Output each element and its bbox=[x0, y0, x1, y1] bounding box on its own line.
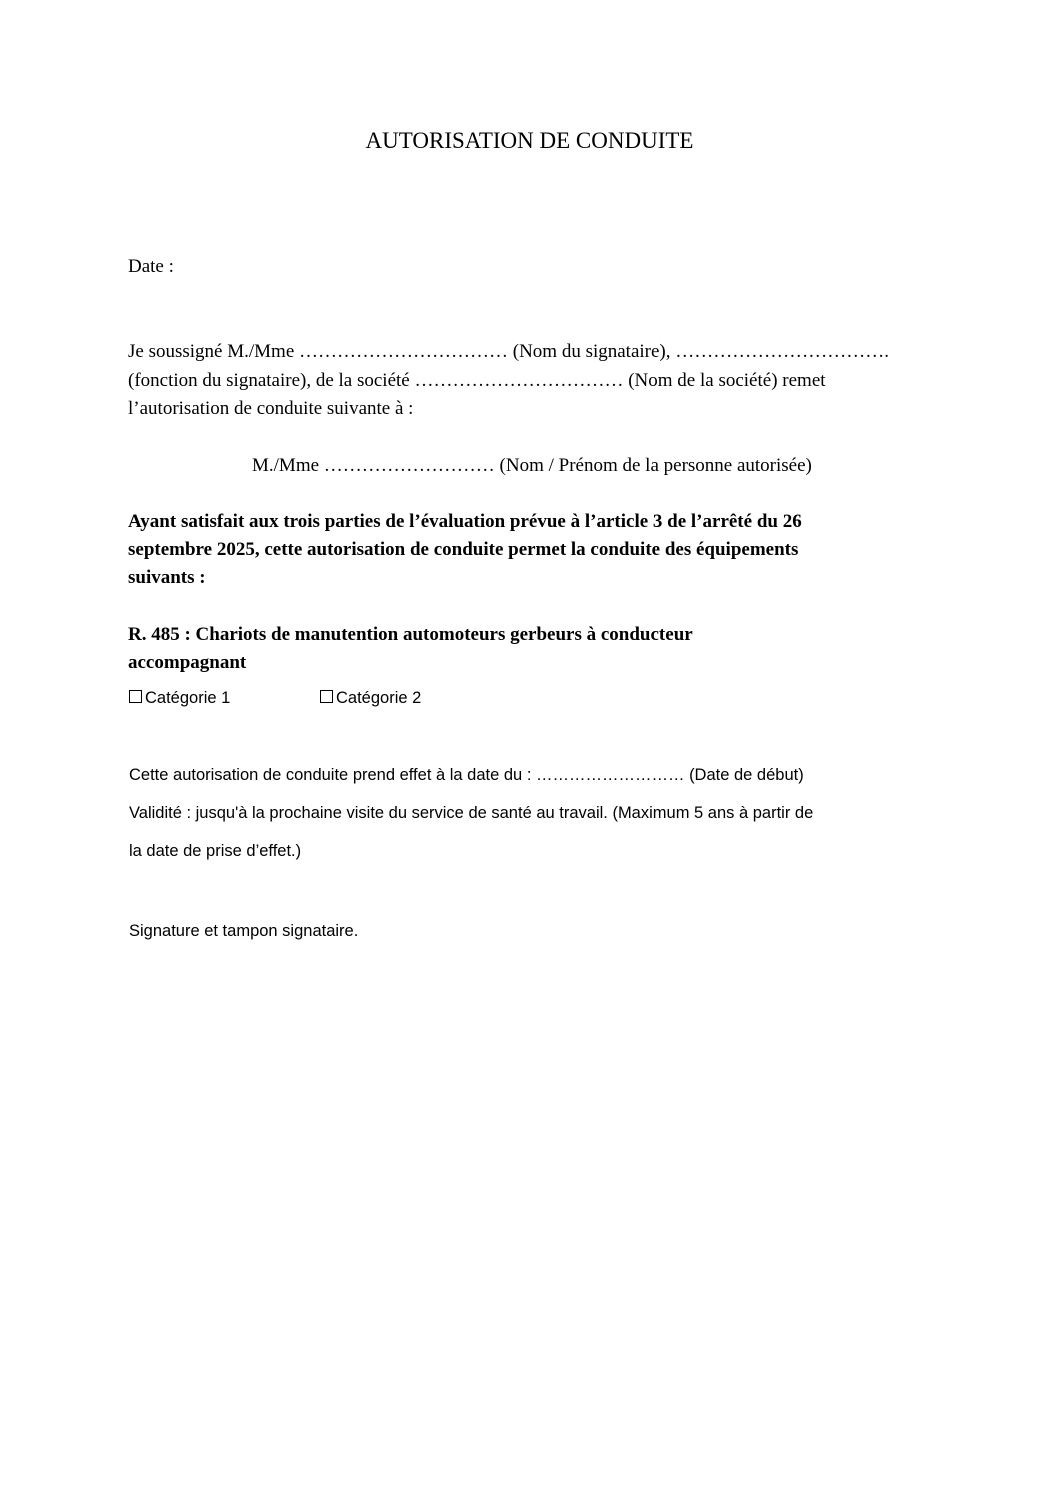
intro-line-2: (fonction du signataire), de la société …………………………… (Nom de la société) remet bbox=[128, 370, 826, 391]
equipment-line-2: accompagnant bbox=[128, 652, 247, 673]
category-1-option[interactable] bbox=[129, 689, 230, 708]
checkbox-icon[interactable] bbox=[320, 690, 333, 703]
document-title: AUTORISATION DE CONDUITE bbox=[365, 128, 694, 153]
validity-line-1: Validité : jusqu'à la prochaine visite du service de santé au travail. (Maximum 5 ans à partir de bbox=[129, 804, 814, 822]
evaluation-line-1: Ayant satisfait aux trois parties de l’évaluation prévue à l’article 3 de l’arrêté du 26 bbox=[128, 511, 802, 532]
category-2-option[interactable] bbox=[320, 689, 421, 708]
intro-line-3: l’autorisation de conduite suivante à : bbox=[128, 398, 414, 419]
equipment-line-1: R. 485 : Chariots de manutention automoteurs gerbeurs à conducteur bbox=[128, 624, 693, 645]
category-1-label: Catégorie 1 bbox=[145, 689, 231, 707]
evaluation-line-2: septembre 2025, cette autorisation de conduite permet la conduite des équipements bbox=[128, 539, 799, 560]
signature-label: Signature et tampon signataire. bbox=[129, 922, 359, 940]
category-2-label: Catégorie 2 bbox=[336, 689, 422, 707]
checkbox-icon[interactable] bbox=[129, 690, 142, 703]
evaluation-line-3: suivants : bbox=[128, 567, 206, 588]
effective-date-line: Cette autorisation de conduite prend effet à la date du : ……………………… (Date de début) bbox=[129, 766, 804, 784]
date-label: Date : bbox=[128, 256, 174, 277]
authorized-person-line: M./Mme ……………………… (Nom / Prénom de la personne autorisée) bbox=[252, 455, 812, 476]
intro-line-1: Je soussigné M./Mme …………………………… (Nom du signataire), ……………………………. bbox=[128, 341, 890, 362]
validity-line-2: la date de prise d’effet.) bbox=[129, 842, 302, 860]
